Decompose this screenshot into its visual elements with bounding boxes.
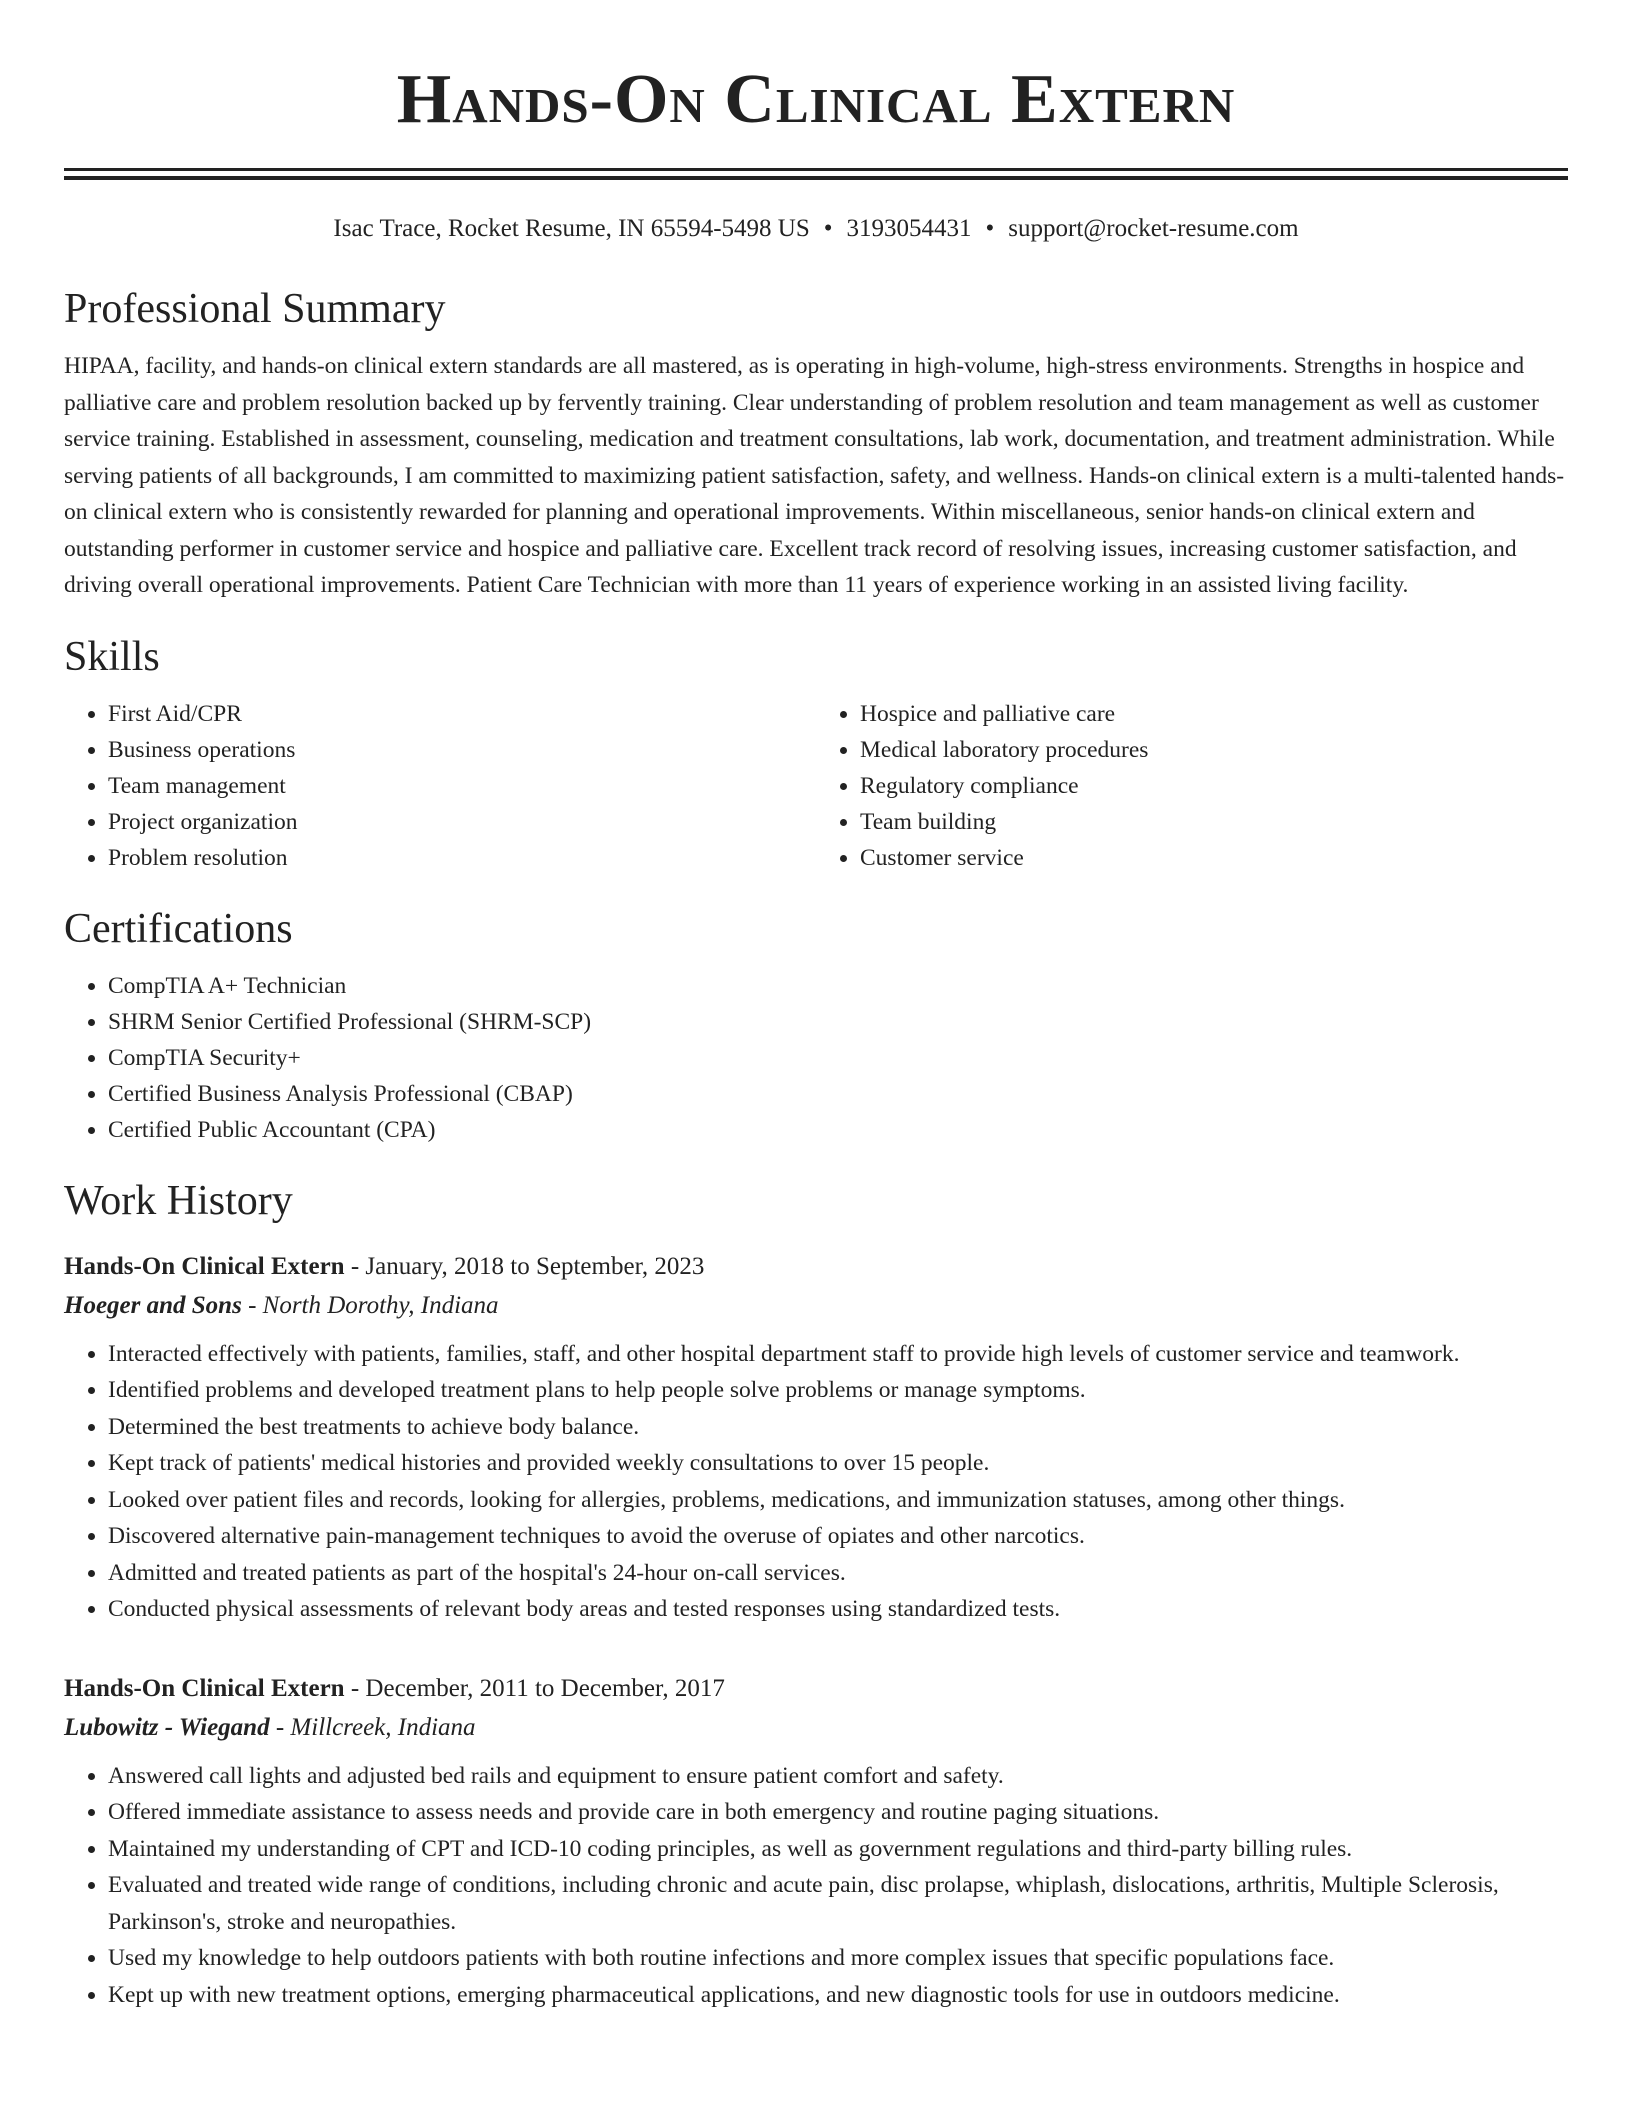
work-history-section: [64, 1176, 1568, 2014]
skill-item: • First Aid/CPR: [108, 696, 816, 732]
job-title: Hands-On Clinical Extern: [64, 1674, 345, 1702]
job-location: - Millcreek, Indiana: [269, 1713, 476, 1741]
job-duty: • Maintained my understanding of CPT and ICD-10 coding principles, as well as government regulations and third-party billing rules.: [108, 1831, 1568, 1868]
skill-item: • Business operations: [108, 732, 816, 768]
job-company: Lubowitz - Wiegand: [64, 1713, 270, 1741]
skill-item: • Regulatory compliance: [860, 768, 1568, 804]
job-duty: • Looked over patient files and records, looking for allergies, problems, medications, and immunization statuses, among other things.: [108, 1482, 1568, 1519]
certification-item: • Certified Business Analysis Professional (CBAP): [108, 1076, 1568, 1112]
certifications-list: [64, 968, 1568, 1148]
skill-item: • Project organization: [108, 804, 816, 840]
job-duties-list: [64, 1336, 1568, 1628]
skill-item: • Team building: [860, 804, 1568, 840]
contact-line: [64, 212, 1568, 246]
candidate-name: Hands-On Clinical Extern: [396, 61, 1236, 138]
contact-phone: 3193054431: [846, 215, 972, 242]
job-duty: • Admitted and treated patients as part of the hospital's 24-hour on-call services.: [108, 1555, 1568, 1592]
contact-address: Isac Trace, Rocket Resume, IN 65594-5498 US: [333, 215, 810, 242]
header-divider: [64, 168, 1568, 180]
skills-columns: [64, 696, 1568, 876]
certification-item: • Certified Public Accountant (CPA): [108, 1112, 1568, 1148]
skill-item: • Customer service: [860, 840, 1568, 876]
job-title: Hands-On Clinical Extern: [64, 1252, 345, 1280]
job-location: - North Dorothy, Indiana: [241, 1291, 499, 1319]
skills-list-right: [816, 696, 1568, 876]
job-title-line: [64, 1670, 1568, 1708]
certification-item: • SHRM Senior Certified Professional (SHRM-SCP): [108, 1004, 1568, 1040]
job-entry: [64, 1670, 1568, 2014]
job-company: Hoeger and Sons: [64, 1291, 242, 1319]
skill-item: • Medical laboratory procedures: [860, 732, 1568, 768]
job-duty: • Answered call lights and adjusted bed rails and equipment to ensure patient comfort and safety.: [108, 1758, 1568, 1795]
certification-item: • CompTIA Security+: [108, 1040, 1568, 1076]
skills-heading: Skills: [64, 633, 160, 680]
summary-heading: Professional Summary: [64, 286, 446, 332]
job-duty: • Kept track of patients' medical histories and provided weekly consultations to over 15 people.: [108, 1445, 1568, 1482]
job-duty: • Identified problems and developed treatment plans to help people solve problems or manage symptoms.: [108, 1372, 1568, 1409]
contact-separator: •: [985, 215, 995, 242]
job-dates: - December, 2011 to December, 2017: [344, 1674, 725, 1702]
skills-section: [64, 632, 1568, 876]
job-duty: • Offered immediate assistance to assess needs and provide care in both emergency and routine paging situations.: [108, 1794, 1568, 1831]
job-duty: • Interacted effectively with patients, families, staff, and other hospital department staff to provide high levels of customer service and teamwork.: [108, 1336, 1568, 1373]
job-duty: • Kept up with new treatment options, emerging pharmaceutical applications, and new diagnostic tools for use in outdoors medicine.: [108, 1977, 1568, 2014]
contact-separator: •: [823, 215, 833, 242]
job-dates: - January, 2018 to September, 2023: [344, 1252, 705, 1280]
work-history-heading: Work History: [64, 1177, 293, 1224]
job-duty: • Determined the best treatments to achieve body balance.: [108, 1409, 1568, 1446]
skill-item: • Hospice and palliative care: [860, 696, 1568, 732]
job-duty: • Conducted physical assessments of relevant body areas and tested responses using standardized tests.: [108, 1591, 1568, 1628]
skill-item: • Problem resolution: [108, 840, 816, 876]
skills-list-left: [64, 696, 816, 876]
job-entry: [64, 1248, 1568, 1628]
certifications-heading: Certifications: [64, 905, 293, 952]
job-duties-list: [64, 1758, 1568, 2014]
job-company-line: [64, 1286, 1568, 1326]
job-company-line: [64, 1708, 1568, 1748]
contact-email: support@rocket-resume.com: [1008, 215, 1299, 242]
certification-item: • CompTIA A+ Technician: [108, 968, 1568, 1004]
summary-text: HIPAA, facility, and hands-on clinical extern standards are all mastered, as is operating in high-volume, high-stress environments. Strengths in hospice and palliative care and problem resolution backed up by fervently training. Clear understanding of problem resolution and team management as well as customer service training. Established in assessment, counseling, medication and treatment consultations, lab work, documentation, and treatment administration. While serving patients of all backgrounds, I am committed to maximizing patient satisfaction, safety, and wellness. Hands-on clinical extern is a multi-talented hands-on clinical extern who is consistently rewarded for planning and operational improvements. Within miscellaneous, senior hands-on clinical extern and outstanding performer in customer service and hospice and palliative care. Excellent track record of resolving issues, increasing customer satisfaction, and driving overall operational improvements. Patient Care Technician with more than 11 years of experience working in an assisted living facility.: [64, 353, 1565, 598]
job-duty: • Evaluated and treated wide range of conditions, including chronic and acute pain, disc prolapse, whiplash, dislocations, arthritis, Multiple Sclerosis, Parkinson's, stroke and neuropathies.: [108, 1867, 1568, 1940]
job-duty: • Discovered alternative pain-management techniques to avoid the overuse of opiates and other narcotics.: [108, 1518, 1568, 1555]
job-title-line: [64, 1248, 1568, 1286]
skill-item: • Team management: [108, 768, 816, 804]
summary-section: [64, 284, 1568, 604]
certifications-section: [64, 904, 1568, 1148]
job-duty: • Used my knowledge to help outdoors patients with both routine infections and more complex issues that specific populations face.: [108, 1940, 1568, 1977]
